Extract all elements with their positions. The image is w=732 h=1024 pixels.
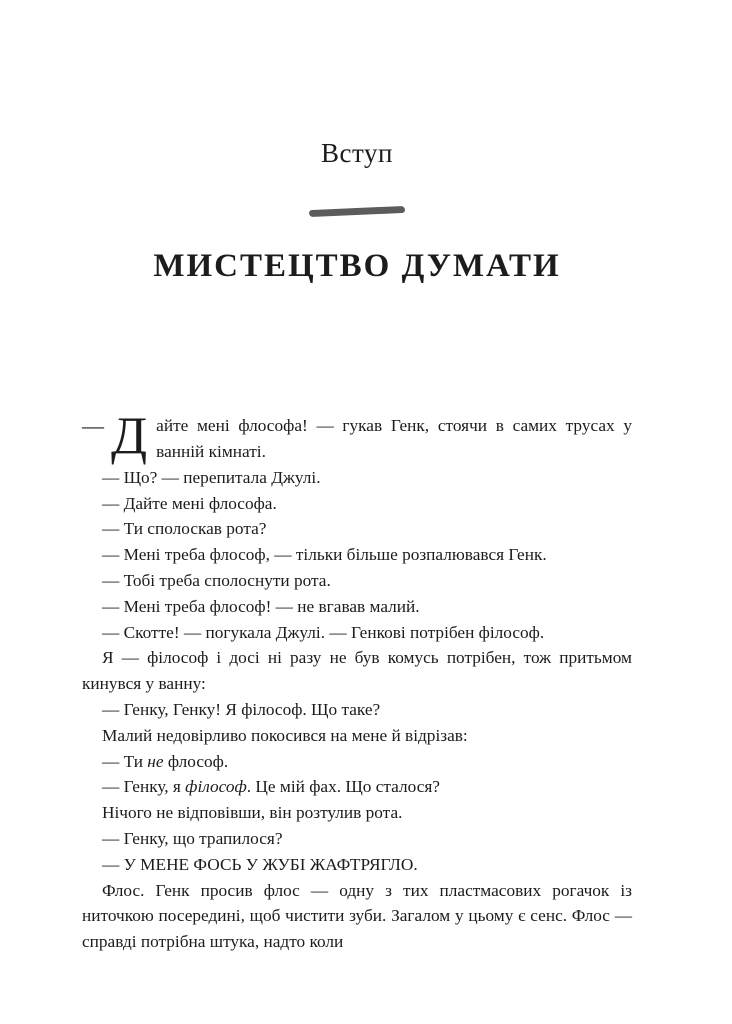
paragraph-text: Я — філософ і досі ні разу не був комусь потрібен, тож притьмом кинувся у ванну: bbox=[82, 648, 632, 694]
paragraph-text: — Ти bbox=[102, 751, 148, 771]
paragraph-text: — У МЕНЕ ФОСЬ У ЖУБІ ЖАФТРЯГЛО. bbox=[102, 854, 418, 874]
paragraph-text: . Це мій фах. Що сталося? bbox=[246, 777, 440, 797]
paragraph-text: — Мені треба флософ! — не вгавав малий. bbox=[102, 596, 420, 616]
paragraph-text-italic: філософ bbox=[185, 777, 247, 797]
paragraph-text: — Дайте мені флософа. bbox=[102, 493, 277, 513]
paragraph-text: айте мені флософа! — гукав Генк, стоячи в самих трусах у ванній кімнаті. bbox=[156, 416, 632, 462]
paragraph-opening bbox=[82, 407, 632, 466]
paragraph bbox=[82, 697, 632, 723]
body-text bbox=[82, 407, 632, 955]
paragraph-text: — Генку, я bbox=[102, 777, 186, 797]
paragraph bbox=[82, 852, 632, 878]
paragraph-text: Флос. Генк просив флос — одну з тих пластмасових рогачок із ниточкою посередині, щоб чистити зуби. Загалом у цьому є сенс. Флос — справді потрібна штука, надто коли bbox=[82, 880, 632, 952]
paragraph bbox=[82, 749, 632, 775]
paragraph bbox=[82, 516, 632, 542]
paragraph-text: — Генку, що трапилося? bbox=[102, 829, 283, 849]
paragraph bbox=[82, 774, 632, 800]
paragraph bbox=[82, 800, 632, 826]
paragraph-text: — Генку, Генку! Я філософ. Що таке? bbox=[102, 700, 381, 720]
paragraph bbox=[82, 645, 632, 697]
paragraph-text: — Що? — перепитала Джулі. bbox=[102, 467, 321, 487]
paragraph bbox=[82, 878, 632, 955]
decorative-brush-stroke bbox=[309, 206, 405, 217]
paragraph-text: — Ти сполоскав рота? bbox=[102, 519, 267, 539]
paragraph-text: Малий недовірливо покосився на мене й відрізав: bbox=[102, 725, 468, 745]
paragraph-text: флософ. bbox=[163, 751, 229, 771]
paragraph bbox=[82, 542, 632, 568]
paragraph-text: — Скотте! — погукала Джулі. — Генкові потрібен філософ. bbox=[102, 622, 545, 642]
paragraph-text: — Тобі треба сполоснути рота. bbox=[102, 571, 331, 591]
paragraph-text: Нічого не відповівши, він розтулив рота. bbox=[102, 803, 403, 823]
paragraph bbox=[82, 568, 632, 594]
paragraph bbox=[82, 620, 632, 646]
dropcap-letter: Д bbox=[111, 407, 148, 466]
chapter-kicker: Вступ bbox=[321, 138, 393, 168]
paragraph bbox=[82, 465, 632, 491]
paragraph-text: — Мені треба флософ, — тільки більше розпалювався Генк. bbox=[102, 545, 547, 565]
chapter-title: МИСТЕЦТВО ДУМАТИ bbox=[153, 248, 561, 284]
paragraph bbox=[82, 826, 632, 852]
dropcap bbox=[82, 407, 148, 466]
paragraph bbox=[82, 594, 632, 620]
paragraph bbox=[82, 491, 632, 517]
dropcap-dash: — bbox=[82, 413, 104, 439]
paragraph-text-italic: не bbox=[147, 751, 164, 771]
paragraph bbox=[82, 723, 632, 749]
